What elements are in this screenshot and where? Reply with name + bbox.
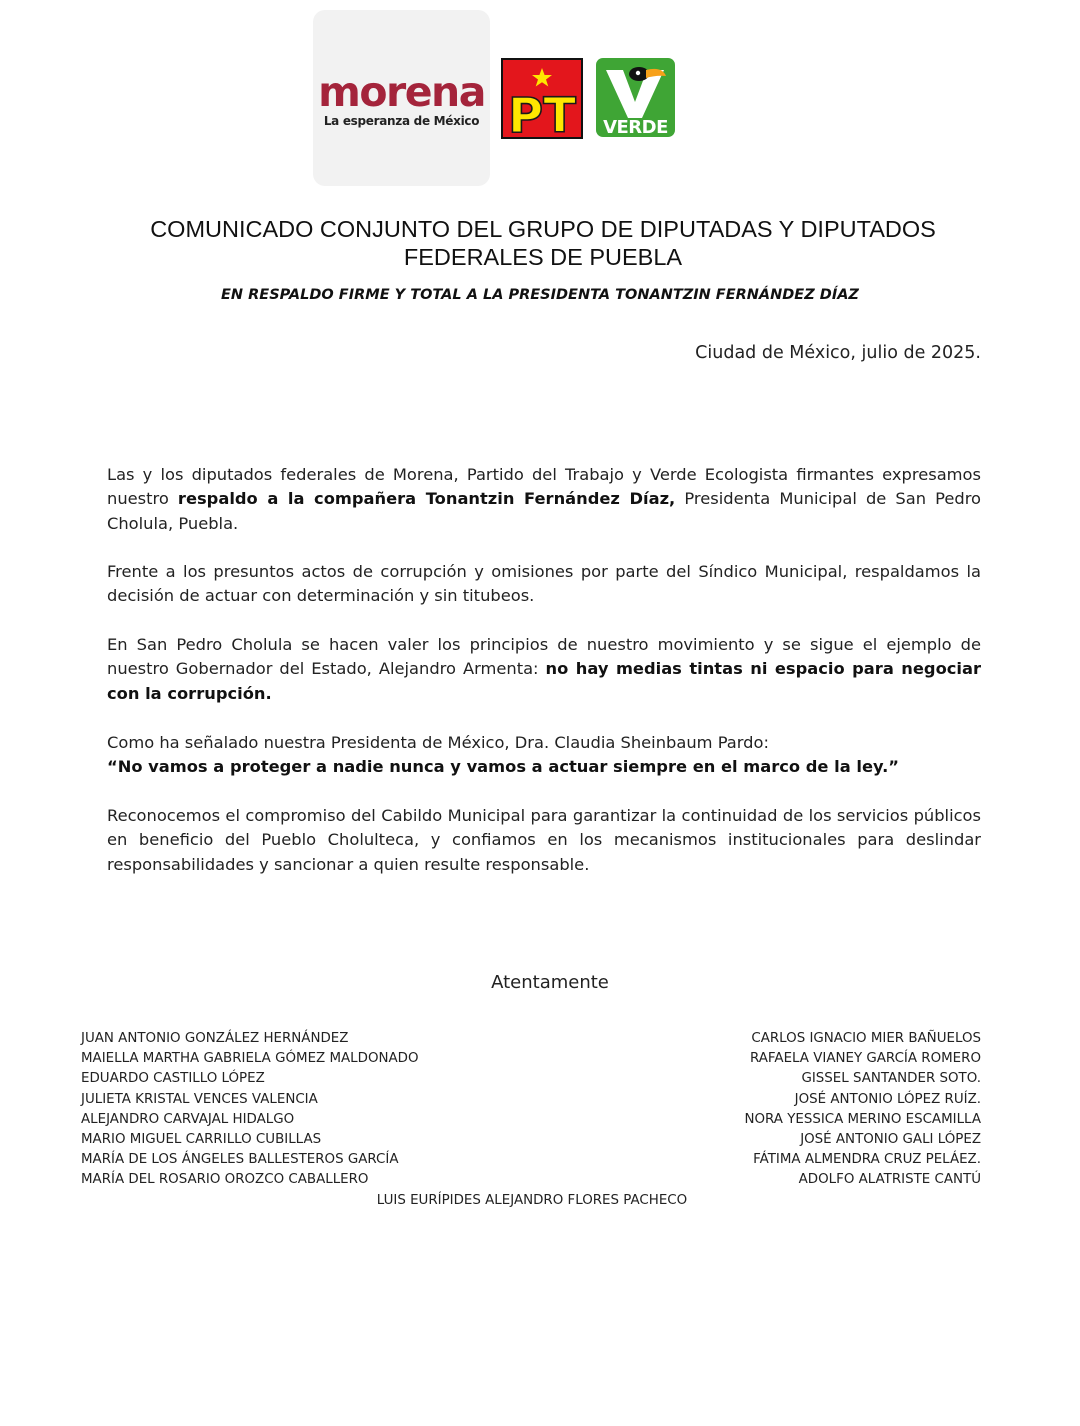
paragraph-1 (107, 463, 981, 536)
signature-name: MARÍA DEL ROSARIO OROZCO CABALLERO (81, 1172, 369, 1188)
paragraph-3-text-a: En San Pedro Cholula se hacen valer los principios de nuestro movimiento y se sigue el ejemplo de nuestro Gobernador del Estado, Alejandro Armenta: (107, 635, 981, 679)
signature-name: JOSÉ ANTONIO GALI LÓPEZ (800, 1132, 981, 1148)
signature-name: MARIO MIGUEL CARRILLO CUBILLAS (81, 1132, 322, 1148)
document-title-line-2: FEDERALES DE PUEBLA (403, 244, 683, 270)
paragraph-4-quote: “No vamos a proteger a nadie nunca y vamos a actuar siempre en el marco de la ley.” (107, 757, 900, 777)
paragraph-3-bold: no hay medias tintas ni espacio para negociar con la corrupción. (107, 659, 981, 703)
signature-name: MARÍA DE LOS ÁNGELES BALLESTEROS GARCÍA (81, 1152, 399, 1168)
closing-salutation: Atentamente (491, 972, 609, 993)
paragraph-1-bold: respaldo a la compañera Tonantzin Fernández Díaz, (177, 489, 676, 509)
paragraph-5: Reconocemos el compromiso del Cabildo Municipal para garantizar la continuidad de los servicios públicos en beneficio del Pueblo Cholulteca, y confiamos en los mecanismos institucionales para deslindar responsabilidades y sancionar a quien resulte responsable. (107, 806, 981, 874)
svg-text:VERDE: VERDE (603, 117, 668, 137)
svg-text:PT: PT (508, 88, 576, 137)
morena-logo-word: morena (318, 68, 485, 116)
document-title-line-1: COMUNICADO CONJUNTO DEL GRUPO DE DIPUTADAS Y DIPUTADOS (150, 216, 936, 242)
signature-name: ADOLFO ALATRISTE CANTÚ (798, 1172, 981, 1188)
signatures-left-column (81, 1029, 419, 1191)
signature-name: JULIETA KRISTAL VENCES VALENCIA (81, 1091, 318, 1107)
signature-name: CARLOS IGNACIO MIER BAÑUELOS (751, 1031, 981, 1046)
verde-logo (596, 58, 675, 137)
signature-name-center: LUIS EURÍPIDES ALEJANDRO FLORES PACHECO (376, 1193, 688, 1208)
signature-name: FÁTIMA ALMENDRA CRUZ PELÁEZ. (753, 1152, 981, 1168)
signature-name: EDUARDO CASTILLO LÓPEZ (81, 1071, 265, 1087)
dateline: Ciudad de México, julio de 2025. (695, 343, 981, 363)
paragraph-1-text-a: Las y los diputados federales de Morena, Partido del Trabajo y Verde Ecologista firmantes expresamos nuestro (107, 465, 981, 509)
signatures-right-column (744, 1029, 981, 1191)
toucan-check-icon (596, 58, 675, 137)
signature-name: JOSÉ ANTONIO LÓPEZ RUÍZ. (794, 1091, 981, 1107)
paragraph-4-intro: Como ha señalado nuestra Presidenta de México, Dra. Claudia Sheinbaum Pardo: (107, 733, 769, 752)
morena-logo (313, 10, 490, 186)
signature-name: ALEJANDRO CARVAJAL HIDALGO (81, 1111, 295, 1127)
morena-logo-tagline: La esperanza de México (323, 114, 480, 128)
signature-name: NORA YESSICA MERINO ESCAMILLA (744, 1111, 981, 1127)
signature-name: MAIELLA MARTHA GABRIELA GÓMEZ MALDONADO (81, 1051, 419, 1067)
document-title (100, 215, 986, 271)
paragraph-2: Frente a los presuntos actos de corrupción y omisiones por parte del Síndico Municipal, respaldamos la decisión de actuar con determinación y sin titubeos. (107, 562, 981, 606)
pt-logo (501, 58, 583, 139)
paragraph-3 (107, 633, 981, 706)
document-subtitle: EN RESPALDO FIRME Y TOTAL A LA PRESIDENTA TONANTZIN FERNÁNDEZ DÍAZ (221, 287, 859, 303)
signature-name: RAFAELA VIANEY GARCÍA ROMERO (750, 1051, 981, 1067)
paragraph-1-text-c: Presidenta Municipal de San Pedro Cholula, Puebla. (107, 489, 982, 533)
paragraph-4 (107, 731, 981, 780)
signature-name: GISSEL SANTANDER SOTO. (801, 1071, 981, 1087)
signature-name: JUAN ANTONIO GONZÁLEZ HERNÁNDEZ (81, 1031, 349, 1046)
pt-logo-icon (503, 60, 581, 137)
